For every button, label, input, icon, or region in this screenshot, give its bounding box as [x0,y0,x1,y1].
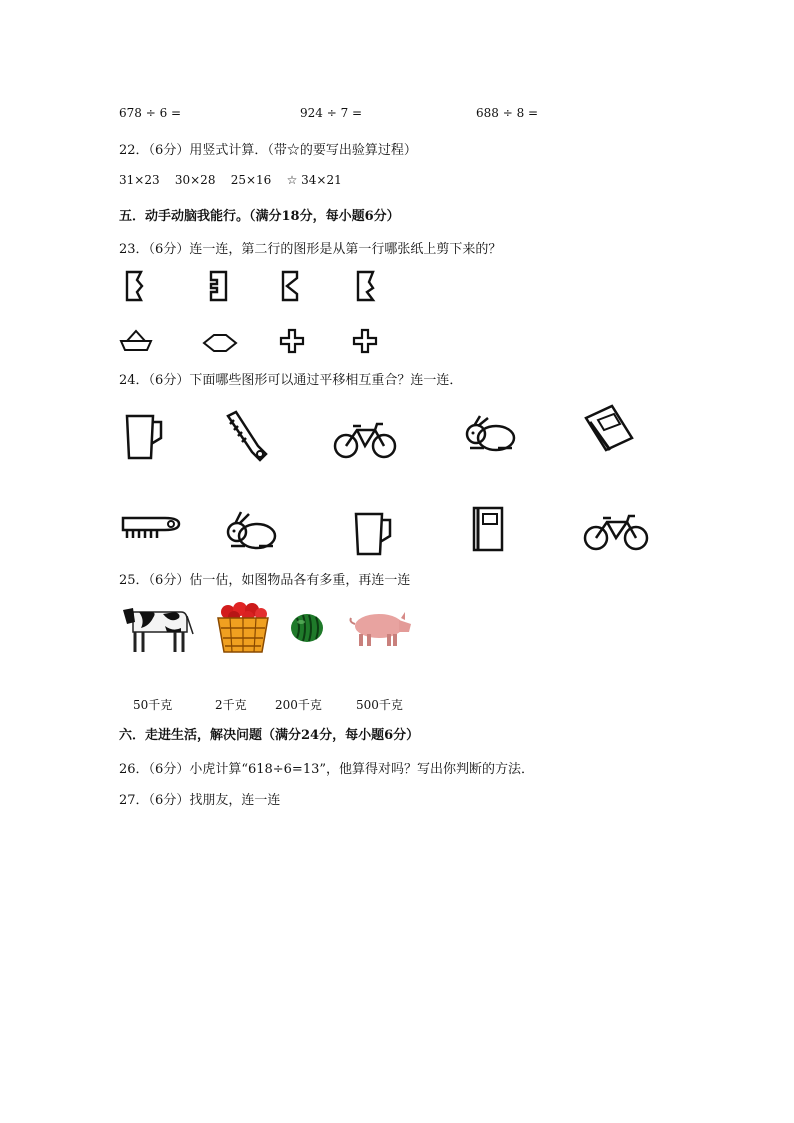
question-25: 25．（6分）估一估，如图物品各有多重，再连一连 [119,573,411,588]
question-22: 22．（6分）用竖式计算．（带☆的要写出验算过程） [119,143,417,158]
calc-item-1: 678 ÷ 6 = [119,106,182,120]
apple-basket-icon [216,600,270,654]
folded-paper-icon [124,270,146,302]
question-27: 27．（6分）找朋友，连一连 [119,793,281,808]
comb-icon [121,512,183,542]
q22-item-1: 31×23 [119,173,160,187]
cow-icon [121,598,197,656]
rabbit-icon [223,510,279,552]
weight-option-3: 200千克 [275,698,322,712]
comb-icon [222,410,270,464]
cross-shape-icon [279,328,305,354]
watermelon-icon [289,612,325,644]
folded-paper-icon [208,270,230,302]
boat-shape-icon [119,328,153,354]
book-icon [582,404,636,454]
book-icon [470,506,506,552]
q22-item-4: ☆ 34×21 [286,173,342,187]
calc-item-3: 688 ÷ 8 = [476,106,539,120]
weight-option-1: 50千克 [133,698,173,712]
q22-item-3: 25×16 [230,173,272,187]
diamond-shape-icon [202,333,238,353]
weight-option-4: 500千克 [356,698,403,712]
section-6-title: 六．走进生活，解决问题（满分24分，每小题6分） [119,728,420,743]
rabbit-icon [462,414,518,454]
section-5-title: 五．动手动脑我能行。（满分18分，每小题6分） [119,209,400,224]
q22-items [119,173,342,187]
cup-icon [121,412,167,462]
calc-item-2: 924 ÷ 7 = [300,106,363,120]
cross-shape-icon [352,328,378,354]
cup-icon [352,510,396,558]
q22-item-2: 30×28 [174,173,216,187]
pig-icon [345,608,413,648]
question-23: 23．（6分）连一连，第二行的图形是从第一行哪张纸上剪下来的？ [119,242,502,257]
question-24: 24．（6分）下面哪些图形可以通过平移相互重合？连一连． [119,373,463,388]
folded-paper-icon [280,270,302,302]
bicycle-icon [583,512,649,552]
question-26: 26．（6分）小虎计算“618÷6=13”，他算得对吗？写出你判断的方法． [119,762,535,777]
folded-paper-icon [355,270,377,302]
bicycle-icon [333,420,397,460]
weight-option-2: 2千克 [215,698,247,712]
